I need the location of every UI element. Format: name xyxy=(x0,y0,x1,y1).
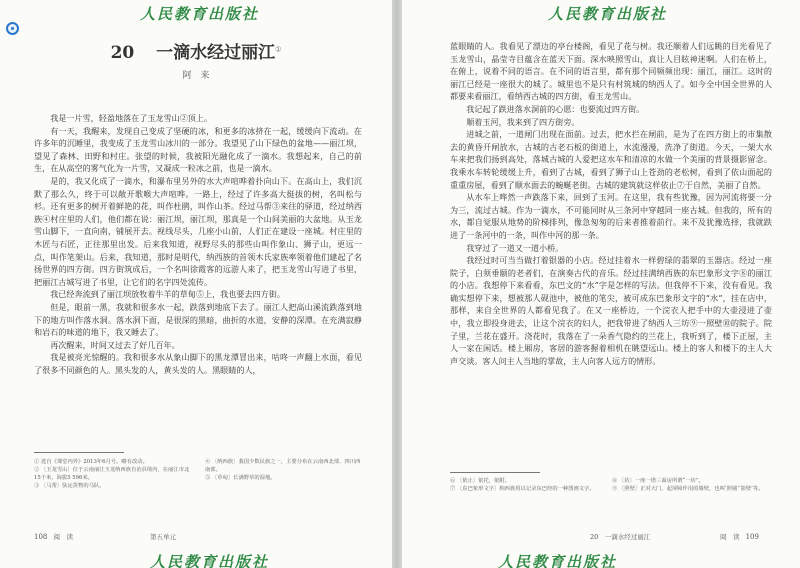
footnote: ⑥ 〔依止〕依托，依附。 xyxy=(450,478,510,484)
chapter-title: 一滴水经过丽江 xyxy=(156,43,276,63)
paragraph: 顺着玉河，我来到了四方街旁。 xyxy=(466,116,580,127)
publisher-logo-bottom: 人民教育出版社 xyxy=(498,553,618,568)
footnote: ⑧ 〔坊〕一座一塔三面房所谓“一坊”。 xyxy=(612,478,704,484)
publisher-logo: 人民教育出版社 xyxy=(548,5,668,23)
paragraph: 但是，眼前一黑，我就和很多水一起，跌落到地底下去了。丽江人把高山溪流跌落到地下的地方叫作落水洞。落水洞下面，是很深的黑暗，曲折的水道，安静的深潭。在充满寂静和岩石的味道的地下，我又睡去了。 xyxy=(34,301,362,338)
page-number: 109 xyxy=(745,533,759,541)
chapter-number: 20 xyxy=(110,43,135,63)
paragraph: 我记起了跌进落水洞前的心愿：也要流过四方街。 xyxy=(466,103,645,114)
paragraph: 我已经奔流到了丽江坝放牧着牛羊的草甸⑤上，我也要去四方街。 xyxy=(50,289,285,300)
left-page xyxy=(0,0,392,568)
right-body-text xyxy=(450,40,772,454)
publisher-logo: 人民教育出版社 xyxy=(140,5,260,23)
footnotes-right-column xyxy=(612,477,772,493)
footer-unit: 第五单元 xyxy=(150,533,176,541)
footer-section: 阅 读 xyxy=(53,533,73,541)
right-page-footer xyxy=(720,532,763,541)
page-title xyxy=(0,38,392,63)
footnote-divider xyxy=(34,452,124,453)
footnotes-right-column xyxy=(205,458,365,482)
footer-section: 阅 读 xyxy=(720,533,740,541)
paragraph: 我是被亮光惊醒的。我和很多水从象山脚下的黑龙潭冒出来，咕咚一声翻上水面，看见了很多不同颜色的人。黑头发的人，黄头发的人。黑眼睛的人， xyxy=(34,352,362,375)
paragraph: 是的，我又化成了一滴水，和瀑布里另外的水大声喧哗着扑向山下。在高山上，我们沉默了那么久，终于可以敞开歌喉大声喧哗。一路上，经过了许多高大挺拔的树，名叫松与杉。还有更多的树开着鲜艳的花，叫作杜鹃，叫作山茶。经过马帮③来往的驿道，经过纳西族④村庄里的人们，他们都在说：丽江坝，丽江坝，那真是一个山间美丽的大盆地。从玉龙雪山脚下，一直向南，铺展开去。视线尽头，几座小山前，人们正在建设一座城。村庄里的木匠与石匠，正往那里出发。后来我知道，视野尽头的那些山叫作象山、狮子山，更远一点，叫作笔架山。后来，我知道，那时是明代，纳西族的首领木氏家族率领着他们建起了名扬世界的四方街。四方街筑成后，一个名叫徐霞客的远游人来了，把玉龙雪山写进了书里，把丽江古城写进了书里，让它们的名字四处流传。 xyxy=(34,175,362,287)
left-page-footer xyxy=(30,532,73,541)
footnote-divider xyxy=(450,472,540,473)
right-page xyxy=(402,0,800,568)
paragraph: 我是一片雪，轻盈地落在了玉龙雪山②顶上。 xyxy=(50,113,213,123)
paragraph: 我穿过了一道又一道小桥。 xyxy=(466,242,564,253)
footnotes-left-column xyxy=(450,477,600,493)
footnote: ④ 〔纳西族〕我国少数民族之一，主要分布在云南西北部、四川西南部。 xyxy=(205,459,361,473)
page-number: 108 xyxy=(34,533,48,541)
paragraph: 有一天，我醒来，发现自己变成了坚硬的冰，和更多的冰挤在一起，缓缓向下流动。在许多年的沉睡里，我变成了玉龙雪山冰川的一部分。我望见了山下绿色的盆地——丽江坝，望见了森林、田野和村庄。张望的时候，我被阳光融化成了一滴水。我想起来，自己的前生，在从高空的雾气化为一片雪，又凝成一粒冰之前，也是一滴水。 xyxy=(34,125,362,174)
paragraph: 我经过时可当当做打着银器的小店。经过挂着水一样碧绿的翡翠的玉器店。经过一座院子，白须垂颐的老者们，在演奏古代的音乐。经过挂满纳西族的东巴象形文字⑧的丽江的小店。我想停下来看看，东巴文的“水”字是怎样的写法。但我停不下来，没有看见。我确实想停下来，想被那人砚池中，被他的笔尖，被可成东巴象形文字的“水”，挂在店中，那样，来自全世界的人都看见我了。在又一座桥边，一个浣衣人把手中的大壶浸进了壶中，我立即投身进去，让这个浣衣的妇人，把我带进了纳西人三坊⑨一照壁⑩的院子。院子里，兰花在盛开。浇花时，我落在了一朵香气隐约的兰花上，我听到了，楼下正屋，主人一家在闲话。楼上厢房，客居的游客握着相机在眺望远山。楼上的客人和楼下的主人大声交谈。客人问主人当地的掌故，主人向客人远方的情形。 xyxy=(450,255,772,366)
paragraph: 再次醒来，时间又过去了好几百年。 xyxy=(50,339,180,350)
footnote: ⑨ 〔照壁〕正对大门、起屏障作用的墙壁，也叫‘照墙’‘影壁’等。 xyxy=(612,486,764,492)
publisher-logo-bottom: 人民教育出版社 xyxy=(150,553,270,568)
footnote: ③ 〔马帮〕驮运货物的马队。 xyxy=(34,483,105,489)
paragraph: 从水车上哗然一声跌落下来，回到了玉河。在这里，我有些犹豫，因为河流将要一分为三，流过古城。作为一滴水，不可能同时从三条河中穿越同一座古城。但我的，所有的水，都自觉服从地势的阶梯排列，像急匆匆的后来者推着前行。来不及犹豫选择，我就跌进了一条河中的一条，叫作中河的那一条。 xyxy=(450,192,772,240)
title-note-marker: ① xyxy=(275,45,282,54)
paragraph: 进城之前，一道闸门出现在面前。过去，把水拦在闸前，是为了在四方街上的市集散去的黄昏开闸放水，古城的古老石板的街道上，水流漫漫，洗净了街道。今天，一架大水车来把我们扬到高处，落城古城的人爱把这水车和清凉的水做一个美丽的背景摄影留念。我乘水车转轮缓缓上升，看到了古城，看到了狮子山上苍劲的老松树，看到了依山面起的重重房屋，看到了顺水面去的蜿蜒老街。古城的建筑就这样依止⑦于自然，美丽了自然。 xyxy=(450,129,772,190)
book-spine xyxy=(392,0,402,568)
left-body-text xyxy=(34,112,362,448)
footnote: ⑦ 〔东巴象形文字〕纳西族用以记录东巴经的一种图画文字。 xyxy=(450,486,595,492)
footnote: ① 选自《课堂内外》2013年6月号。略有改动。 xyxy=(34,459,148,465)
footnote: ⑤ 〔草甸〕长满野草的湿地。 xyxy=(205,475,276,481)
footnote: ② 〔玉龙雪山〕位于云南丽江玉龙纳西族自治县境内，在丽江市北15千米，海拔5 596米。 xyxy=(34,467,190,481)
author-name: 阿 来 xyxy=(182,71,210,81)
footer-running-title: 20 一滴水经过丽江 xyxy=(590,533,651,541)
paragraph: 蓝眼睛的人。我看见了漂边的亭台楼阁，看见了花与树。我还顺着人们远眺的目光看见了玉龙雪山，晶莹寺目蕴含在蓝天下面。深水映照雪山，真让人目眩神迷啊。人们在桥上，在俯上，说着不同的语言。在不同的语言里，都有那个同频频出现：丽江，丽江。这时的丽江已经是一座很大的城了。城里也不是只有村筑城的纳西人了。如今全中国全世界的人都要来看丽江，看纳西古城的四方街，看玉龙雪山。 xyxy=(450,41,772,102)
footnotes-left-column xyxy=(34,458,194,490)
bookmark-icon[interactable] xyxy=(6,22,19,35)
